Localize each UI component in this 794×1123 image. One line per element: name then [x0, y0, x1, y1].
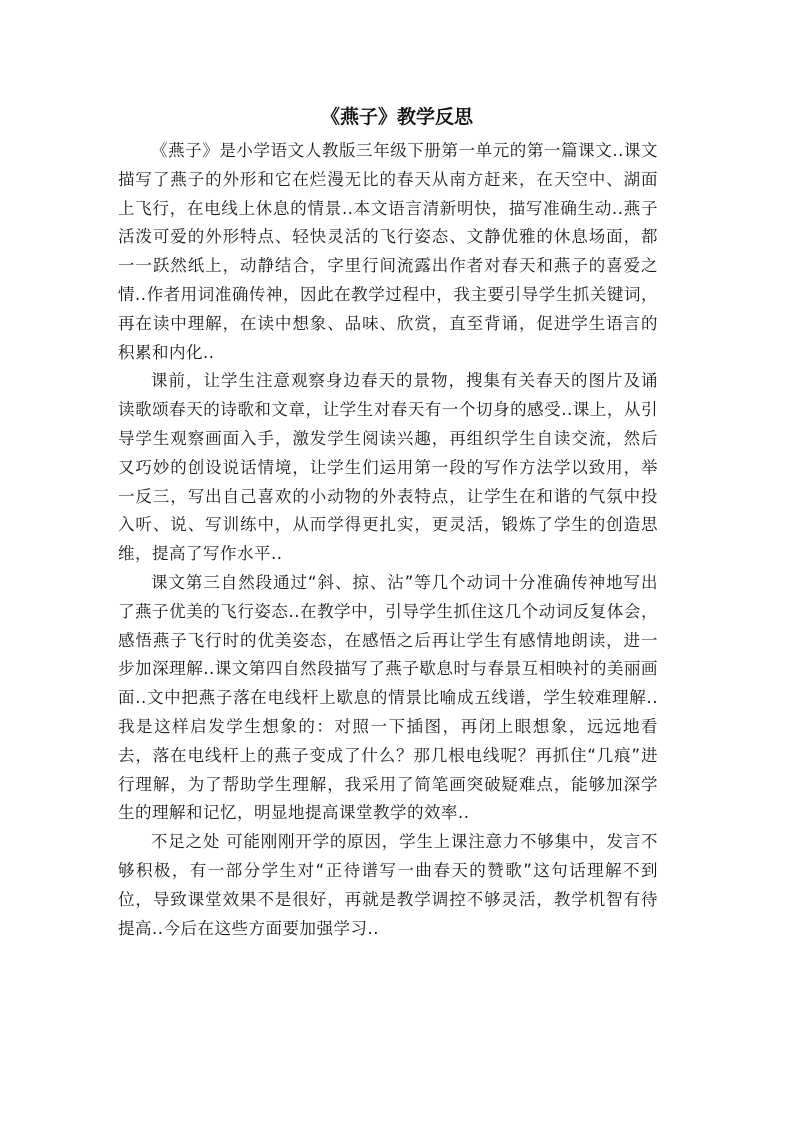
paragraph-shortcomings: 不足之处 可能刚刚开学的原因，学生上课注意力不够集中，发言不够积极，有一部分学生对“正待谱写一曲春天的赞歌”这句话理解不到位，导致课堂效果不是很好，再就是教学调控不够灵活，教学机智有待提高..今后在这些方面要加强学习.. [118, 832, 658, 938]
document-title: 《燕子》教学反思 [320, 106, 473, 128]
paragraph-intro: 《燕子》是小学语文人教版三年级下册第一单元的第一篇课文..课文描写了燕子的外形和它在烂漫无比的春天从南方赶来，在天空中、湖面上飞行，在电线上休息的情景..本文语言清新明快，描写准确生动..燕子活泼可爱的外形特点、轻快灵活的飞行姿态、文静优雅的休息场面，都一一跃然纸上，动静结合，字里行间流露出作者对春天和燕子的喜爱之情..作者用词准确传神，因此在教学过程中，我主要引导学生抓关键词，再在读中理解，在读中想象、品味、欣赏，直至背诵，促进学生语言的积累和内化.. [118, 141, 658, 362]
paragraph-classroom: 课前，让学生注意观察身边春天的景物，搜集有关春天的图片及诵读歌颂春天的诗歌和文章，让学生对春天有一个切身的感受..课上，从引导学生观察画面入手，激发学生阅读兴趣，再组织学生自读交流，然后又巧妙的创设说话情境，让学生们运用第一段的写作方法学以致用，举一反三，写出自己喜欢的小动物的外表特点，让学生在和谐的气氛中投入听、说、写训练中，从而学得更扎实，更灵活，锻炼了学生的创造思维，提高了写作水平.. [118, 371, 658, 564]
document-body [118, 137, 658, 943]
paragraph-section-analysis: 课文第三自然段通过“斜、掠、沾”等几个动词十分准确传神地写出了燕子优美的飞行姿态..在教学中，引导学生抓住这几个动词反复体会，感悟燕子飞行时的优美姿态，在感悟之后再让学生有感情地朗读，进一步加深理解..课文第四自然段描写了燕子歇息时与春景互相映衬的美丽画面..文中把燕子落在电线杆上歇息的情景比喻成五线谱，学生较难理解..我是这样启发学生想象的：对照一下插图，再闭上眼想象，远远地看去，落在电线杆上的燕子变成了什么？那几根电线呢？再抓住“几痕”进行理解，为了帮助学生理解，我采用了简笔画突破疑难点，能够加深学生的理解和记忆，明显地提高课堂教学的效率.. [118, 572, 658, 823]
